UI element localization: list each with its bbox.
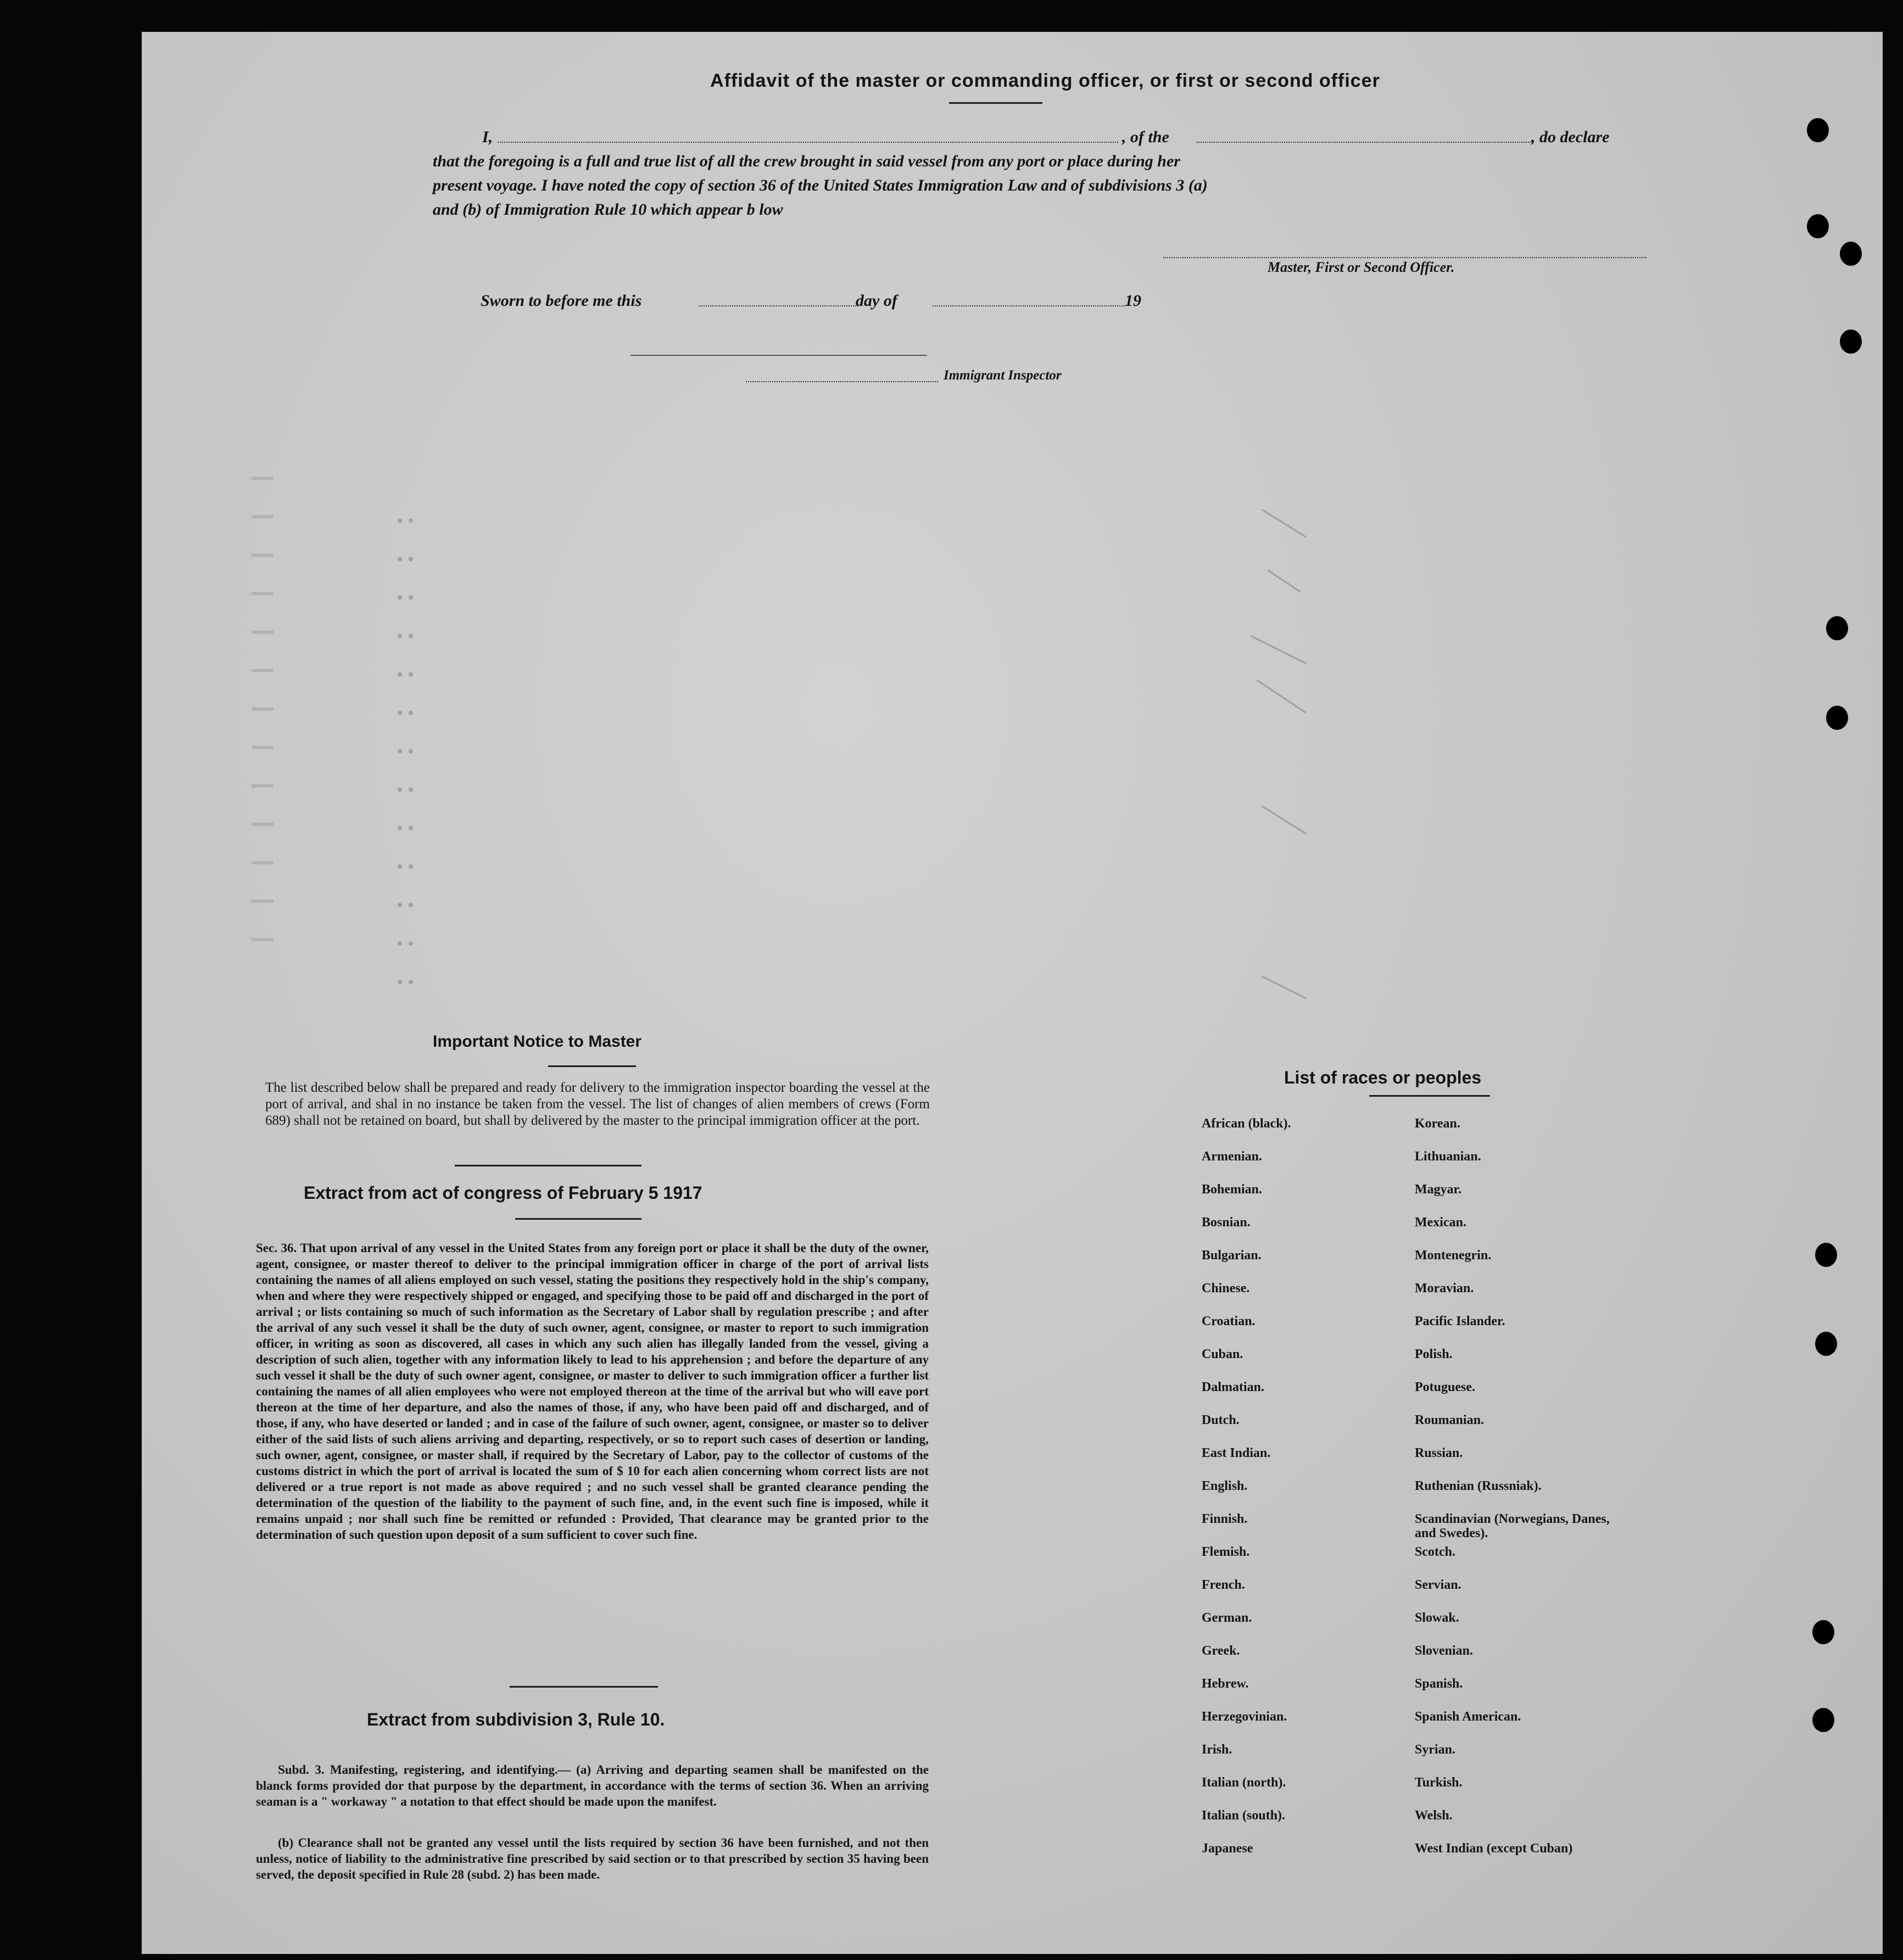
vessel-blank — [1196, 142, 1531, 143]
name-blank — [498, 142, 1118, 143]
affidavit-line1-of: , of the — [1122, 128, 1169, 146]
sworn-month-blank — [933, 305, 1125, 306]
affidavit-title: Affidavit of the master or commanding officer, or first or second officer — [710, 70, 1380, 91]
punch-hole — [1812, 1708, 1834, 1732]
race-item: Syrian. — [1415, 1743, 1456, 1757]
race-item: Bosnian. — [1202, 1215, 1251, 1230]
race-item: Croatian. — [1202, 1314, 1255, 1328]
races-title: List of races or peoples — [1284, 1068, 1482, 1087]
race-item: Magyar. — [1415, 1182, 1462, 1197]
race-item: Lithuanian. — [1415, 1149, 1481, 1164]
extract2-para2: (b) Clearance shall not be granted any vessel until the lists required by section 36 have been furnished, and not then unless, notice of liability to the administrative fine prescribed by said section or to that prescribed by section 35 having been served, the deposit specified in Rule 28 (subd. 2) has been made. — [256, 1836, 929, 1881]
divider-2 — [510, 1686, 658, 1688]
race-item: Irish. — [1202, 1743, 1232, 1757]
affidavit-line4: and (b) of Immigration Rule 10 which appear b low — [433, 200, 783, 219]
race-item: Pacific Islander. — [1415, 1314, 1505, 1328]
bleed-through-marks — [142, 405, 1883, 1009]
inspector-label: Immigrant Inspector — [944, 368, 1062, 383]
race-item: Dutch. — [1202, 1413, 1240, 1427]
race-item: Cuban. — [1202, 1347, 1243, 1361]
races-right-column — [1415, 1116, 1612, 1874]
affidavit-line2: that the foregoing is a full and true list of all the crew brought in said vessel from any port or place during her — [433, 152, 1180, 170]
sworn-day-blank — [699, 305, 858, 306]
extract2-para1: Subd. 3. Manifesting, registering, and identifying.— (a) Arriving and departing seamen shall be manifested on the blanck forms provided dor that purpose by the department, in accordance with the terms of section 36. When an arriving seaman is a " workaway " a notation to that effect should be made upon the manifest. — [256, 1763, 929, 1808]
race-item: French. — [1202, 1578, 1245, 1592]
race-item: Finnish. — [1202, 1512, 1248, 1526]
sworn-year: 19 — [1125, 292, 1141, 310]
race-item: Russian. — [1415, 1446, 1463, 1460]
race-item: Polish. — [1415, 1347, 1453, 1361]
extract1-title: Extract from act of congress of February 5 1917 — [304, 1183, 702, 1203]
race-item: African (black). — [1202, 1116, 1291, 1131]
race-item: German. — [1202, 1611, 1252, 1625]
race-item: Scotch. — [1415, 1545, 1455, 1559]
race-item: West Indian (except Cuban) — [1415, 1841, 1573, 1856]
punch-hole — [1840, 330, 1862, 354]
race-item: Slovenian. — [1415, 1644, 1474, 1658]
race-item: Armenian. — [1202, 1149, 1262, 1164]
signature-blank — [1163, 257, 1647, 258]
race-item: Flemish. — [1202, 1545, 1250, 1559]
race-item: Bulgarian. — [1202, 1248, 1262, 1263]
race-item: Moravian. — [1415, 1281, 1474, 1296]
punch-hole — [1812, 1620, 1834, 1644]
notice-text: The list described below shall be prepared and ready for delivery to the immigration inspector boarding the vessel at the port of arrival, and shal in no instance be taken from the vessel. The list of changes of alien members of crews (Form 689) shall not be retained on board, but shall by delivered by the master to the principal immigration officer at the port. — [265, 1080, 930, 1128]
sworn-prefix: Sworn to before me this — [481, 292, 642, 310]
divider-1 — [455, 1165, 641, 1166]
race-item: Italian (north). — [1202, 1775, 1286, 1790]
race-item: Roumanian. — [1415, 1413, 1485, 1427]
race-item: Bohemian. — [1202, 1182, 1263, 1197]
document-page — [142, 32, 1883, 1954]
punch-hole — [1807, 214, 1829, 238]
race-item: Herzegovinian. — [1202, 1710, 1287, 1724]
affidavit-line3: present voyage. I have noted the copy of section 36 of the United States Immigration Law and of subdivisions 3 (a) — [433, 176, 1208, 194]
affidavit-line1-i: I, — [482, 128, 493, 146]
master-label: Master, First or Second Officer. — [1268, 259, 1455, 275]
extract2-title: Extract from subdivision 3, Rule 10. — [367, 1710, 665, 1729]
race-item: East Indian. — [1202, 1446, 1271, 1460]
race-item: Korean. — [1415, 1116, 1460, 1131]
race-item: Montenegrin. — [1415, 1248, 1492, 1263]
inspector-signature-line — [630, 355, 927, 356]
race-item: Ruthenian (Russniak). — [1415, 1479, 1542, 1493]
title-underline — [949, 102, 1042, 104]
race-item: Servian. — [1415, 1578, 1461, 1592]
punch-hole — [1815, 1243, 1837, 1267]
race-item: English. — [1202, 1479, 1248, 1493]
punch-hole — [1826, 706, 1848, 730]
notice-title: Important Notice to Master — [433, 1032, 642, 1051]
race-item: Turkish. — [1415, 1775, 1463, 1790]
affidavit-line1-declare: , do declare — [1531, 128, 1610, 146]
sworn-day-label: day of — [856, 292, 897, 310]
notice-underline — [548, 1065, 636, 1067]
race-item: Greek. — [1202, 1644, 1240, 1658]
race-item: Potuguese. — [1415, 1380, 1475, 1394]
inspector-blank — [746, 381, 938, 382]
race-item: Welsh. — [1415, 1808, 1453, 1823]
extract1-text: Sec. 36. That upon arrival of any vessel in the United States from any foreign port or place it shall be the duty of the owner, agent, consignee, or master thereof to deliver to the principal immigration officer in charge of the port of arrival lists containing the names of all aliens employed on such vessel, stating the positions they respectively hold in the ship's company, when and where they were respectively shipped or engaged, and specifying those to be paid off and discharged in the port of arrival ; or lists containing so much of such information as the Secretary of Labor shall by regulation prescribe ; and after the arrival of any such vessel it shall be the duty of such owner, agent, consignee, or master to report to such immigration officer, in writing as soon as discovered, all cases in which any such alien has illegally landed from the vessel, giving a description of such alien, together with any information likely to lead to his apprehension ; and before the departure of any such vessel it shall be the duty of such owner agent, consignee, or master to deliver to such immigration officer a further list containing the names of all alien employees who were not employed thereon at the time of the arrival but who will eave port thereon at the time of her departure, and also the names of those, if any, who have been paid off and discharged, and of those, if any, who have deserted or landed ; and in case of the failure of such owner, agent, consignee, or master so to deliver either of the said lists of such aliens arriving and departing, respectively, or so to report such cases of desertion or landing, such owner, agent, consignee, or master shall, if required by the Secretary of Labor, pay to the collector of customs of the customs district in which the port of arrival is located the sum of $ 10 for each alien concerning whom correct lists are not delivered or a true report is not made as above required ; and no such vessel shall be granted clearance pending the determination of the question of the liability to the payment of such fine, and, in the event such fine is imposed, while it remains unpaid ; nor shall such fine be remitted or refunded : Provided, That clearance may be granted prior to the determination of such question upon deposit of a sum sufficient to cover such fine. — [256, 1241, 929, 1542]
race-item: Japanese — [1202, 1841, 1253, 1856]
race-item: Italian (south). — [1202, 1808, 1286, 1823]
punch-hole — [1815, 1332, 1837, 1356]
extract1-underline — [515, 1218, 641, 1220]
race-item: Slowak. — [1415, 1611, 1459, 1625]
race-item: Spanish American. — [1415, 1710, 1521, 1724]
punch-hole — [1826, 616, 1848, 640]
race-item: Scandinavian (Norwegians, Danes, and Swedes). — [1415, 1512, 1610, 1540]
races-left-column — [1202, 1116, 1291, 1874]
bleed-through-area — [142, 405, 1883, 1009]
race-item: Chinese. — [1202, 1281, 1250, 1296]
race-item: Mexican. — [1415, 1215, 1466, 1230]
race-item: Spanish. — [1415, 1677, 1463, 1691]
races-underline — [1369, 1095, 1490, 1097]
race-item: Dalmatian. — [1202, 1380, 1264, 1394]
punch-hole — [1807, 118, 1829, 142]
race-item: Hebrew. — [1202, 1677, 1249, 1691]
punch-hole — [1840, 242, 1862, 266]
